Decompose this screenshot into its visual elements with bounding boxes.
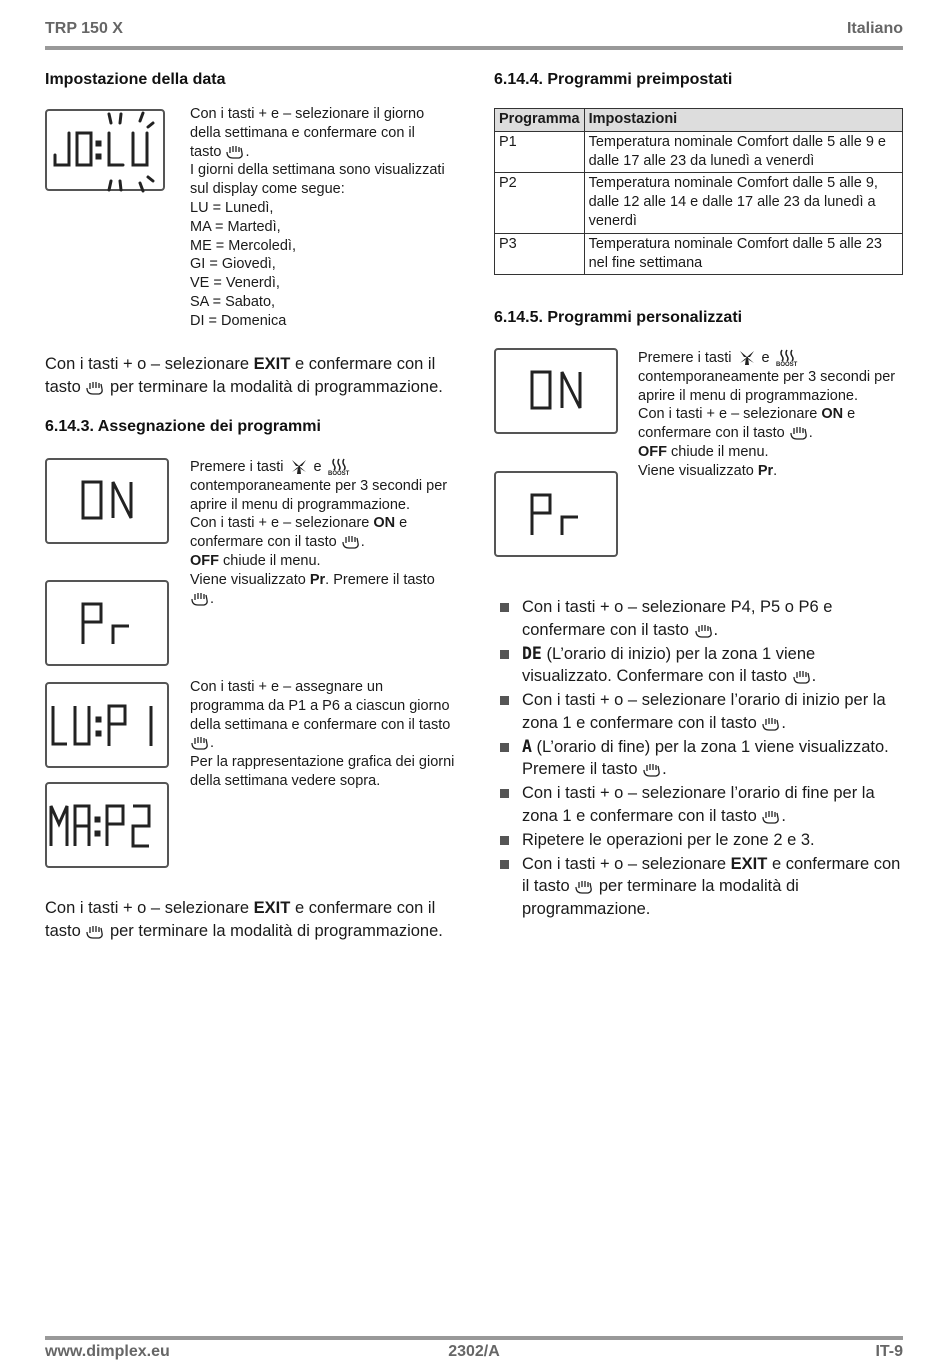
- assign2-b: Per la rappresentazione grafica dei giorni della settimana vedere sopra.: [190, 754, 455, 789]
- day-me: ME = Mercoledì,: [190, 237, 296, 254]
- website-link[interactable]: www.dimplex.eu: [45, 1343, 170, 1360]
- header-rule: [45, 46, 903, 50]
- col-programma: Programma: [495, 109, 585, 132]
- day-lu: LU = Lunedì,: [190, 199, 274, 216]
- lcd-custom-pr: [494, 471, 618, 557]
- custom-c: contemporaneamente per 3 secondi per aprire il menu di programmazione.: [638, 368, 896, 404]
- day-sa: SA = Sabato,: [190, 293, 276, 310]
- date-instructions: Con i tasti + e – selezionare il giorno della settimana e confermare con il tasto . I giorni della settimana sono visualizzati sul display come segue: LU = Lunedì, MA = Martedì, ME = Mercoledì, GI = Giovedì, VE = Venerdì, SA = Sabato, DI = Domenica: [190, 105, 450, 331]
- hand-confirm-icon: [85, 924, 105, 940]
- assign-c: contemporaneamente per 3 secondi per aprire il menu di programmazione.: [190, 477, 448, 513]
- product-name: TRP 150 X: [45, 20, 123, 37]
- assign-instructions: Premere i tasti e BOOST contemporaneamente per 3 secondi per aprire il menu di programmazione. Con i tasti + e – selezionare ON e confermare con il tasto . OFF chiude il menu. Viene visualizzato Pr. Premere il tasto .: [190, 459, 448, 607]
- custom-a: Premere i tasti: [638, 350, 732, 366]
- hand-confirm-icon: [190, 591, 210, 607]
- custom-h: .: [773, 462, 778, 479]
- row-p2-settings: Temperatura nominale Comfort dalle 5 alle 9, dalle 12 alle 14 e dalle 17 alle 23 da lunedì a venerdì: [584, 173, 902, 233]
- lcd-assign-ma-p2: [45, 782, 169, 868]
- list-item: Con i tasti + o – selezionare l’orario di inizio per la zona 1 e confermare con il tasto .: [494, 689, 904, 734]
- row-p2-program: P2: [495, 173, 585, 233]
- exit2-post: per terminare la modalità di programmazione.: [105, 921, 443, 940]
- day-ve: VE = Venerdì,: [190, 275, 280, 292]
- step6-text: Ripetere le operazioni per le zone 2 e 3.: [522, 830, 815, 849]
- step4-text: (L’orario di fine) per la zona 1 viene visualizzato. Premere il tasto: [522, 737, 889, 778]
- table-header-row: [495, 109, 903, 132]
- table-row: [495, 173, 903, 233]
- day-gi: GI = Giovedì,: [190, 256, 276, 273]
- step5-text: Con i tasti + o – selezionare l’orario di fine per la zona 1 e confermare con il tasto: [522, 784, 875, 825]
- bullet-square: [500, 836, 509, 845]
- custom-f: chiude il menu.: [667, 443, 769, 460]
- assign-pr: Pr: [309, 571, 326, 588]
- hand-confirm-icon: [761, 716, 781, 732]
- assign-a: Premere i tasti: [190, 459, 284, 475]
- row-p3-settings: Temperatura nominale Comfort dalle 5 alle 23 nel fine settimana: [584, 233, 902, 275]
- assign-e: e confermare con il tasto: [190, 515, 408, 551]
- table-row: [495, 233, 903, 275]
- preset-heading: 6.14.4. Programmi preimpostati: [494, 71, 733, 88]
- language-label: Italiano: [846, 20, 903, 37]
- row-p3-program: P3: [495, 233, 585, 275]
- bullet-square: [500, 860, 509, 869]
- step7-mid: e confermare con il tasto: [522, 854, 901, 895]
- row-p1-program: P1: [495, 131, 585, 173]
- step3-text: Con i tasti + o – selezionare l’orario di inizio per la zona 1 e confermare con il tasto: [522, 691, 886, 732]
- bullet-square: [500, 789, 509, 798]
- exit2-bold: EXIT: [253, 899, 291, 917]
- lcd-ma-p2-segments: [47, 784, 171, 870]
- assign-h: . Premere il tasto: [325, 571, 435, 588]
- lcd-lu-p1-segments: [47, 684, 171, 770]
- date-instr-2: I giorni della settimana sono visualizzati sul display come segue:: [190, 162, 445, 198]
- step7-post: per terminare la modalità di programmazione.: [522, 877, 799, 918]
- exit2-pre: Con i tasti + o – selezionare: [45, 899, 254, 917]
- assign-f: chiude il menu.: [219, 552, 321, 569]
- col-impostazioni: Impostazioni: [584, 109, 902, 132]
- hand-confirm-icon: [341, 534, 361, 550]
- lcd-custom-on: [494, 348, 618, 434]
- fan-icon: [288, 457, 310, 475]
- custom-pr: Pr: [757, 462, 774, 479]
- hand-confirm-icon: [85, 380, 105, 396]
- assign-heading: 6.14.3. Assegnazione dei programmi: [45, 418, 321, 435]
- hand-confirm-icon: [694, 623, 714, 639]
- lcd-assign-lu-p1: [45, 682, 169, 768]
- boost-icon: [774, 348, 800, 366]
- footer-rule: [45, 1336, 903, 1340]
- bullet-square: [500, 603, 509, 612]
- custom-on: ON: [821, 406, 844, 423]
- exit-instructions-1: [45, 353, 465, 398]
- date-instr-1: Con i tasti + e – selezionare il giorno della settimana e confermare con il tasto: [190, 106, 425, 160]
- assign-g: Viene visualizzato: [190, 571, 310, 588]
- step1-text: Con i tasti + o – selezionare P4, P5 o P6 e confermare con il tasto: [522, 598, 833, 639]
- hand-confirm-icon: [761, 809, 781, 825]
- hand-confirm-icon: [642, 762, 662, 778]
- assign-on: ON: [373, 515, 396, 532]
- hand-confirm-icon: [190, 735, 210, 751]
- row-p1-settings: Temperatura nominale Comfort dalle 5 alle 9 e dalle 17 alle 23 da lunedì a venerdì: [584, 131, 902, 173]
- lcd-on-segments: [496, 350, 620, 436]
- exit1-post: per terminare la modalità di programmazione.: [105, 377, 443, 396]
- lcd-pr-segments: [496, 473, 620, 559]
- lcd-assign-on: [45, 458, 169, 544]
- assign-d: Con i tasti + e – selezionare: [190, 515, 374, 532]
- hand-confirm-icon: [225, 144, 245, 160]
- preset-table: [494, 108, 903, 275]
- page-footer: [45, 1343, 903, 1363]
- bullet-square: [500, 650, 509, 659]
- boost-icon: [326, 457, 352, 475]
- assign2-a: Con i tasti + e – assegnare un programma da P1 a P6 a ciascun giorno della settimana e confermare con il tasto: [190, 679, 451, 733]
- custom-e: e confermare con il tasto: [638, 406, 856, 442]
- hand-confirm-icon: [574, 879, 594, 895]
- list-item: A (L’orario di fine) per la zona 1 viene visualizzato. Premere il tasto .: [494, 736, 904, 781]
- step7-bold: EXIT: [730, 854, 768, 873]
- list-item: [494, 853, 904, 921]
- end-time-lcd-symbol: A: [522, 736, 532, 756]
- page-number: IT-9: [875, 1343, 903, 1360]
- custom-steps-list: [494, 596, 904, 922]
- assign-b: e: [313, 459, 322, 475]
- exit1-pre: Con i tasti + o – selezionare: [45, 355, 254, 373]
- lcd-date: [45, 109, 165, 191]
- list-item: [494, 829, 904, 852]
- exit-instructions-2: [45, 897, 465, 942]
- svg-text:BOOST: BOOST: [327, 471, 349, 475]
- step2-text: (L’orario di inizio) per la zona 1 viene visualizzato. Confermare con il tasto: [522, 644, 816, 685]
- fan-icon: [736, 348, 758, 366]
- hand-confirm-icon: [789, 425, 809, 441]
- list-item: Con i tasti + o – selezionare P4, P5 o P6 e confermare con il tasto .: [494, 596, 904, 641]
- lcd-pr-segments: [47, 582, 171, 668]
- lcd-on-segments: [47, 460, 171, 546]
- start-time-lcd-symbol: DE: [522, 643, 542, 663]
- custom-g: Viene visualizzato: [638, 462, 758, 479]
- hand-confirm-icon: [792, 669, 812, 685]
- custom-off: OFF: [638, 443, 667, 460]
- exit2-mid: e confermare con il tasto: [45, 899, 436, 940]
- list-item: DE (L’orario di inizio) per la zona 1 viene visualizzato. Confermare con il tasto .: [494, 643, 904, 688]
- date-heading: Impostazione della data: [45, 71, 226, 88]
- day-ma: MA = Martedì,: [190, 218, 281, 235]
- svg-text:BOOST: BOOST: [775, 362, 797, 366]
- bullet-square: [500, 743, 509, 752]
- custom-instructions: Premere i tasti e BOOST contemporaneamente per 3 secondi per aprire il menu di programmazione. Con i tasti + e – selezionare ON e confermare con il tasto . OFF chiude il menu. Viene visualizzato Pr.: [638, 350, 896, 479]
- list-item: Con i tasti + o – selezionare l’orario di fine per la zona 1 e confermare con il tasto .: [494, 782, 904, 827]
- step7-pre: Con i tasti + o – selezionare: [522, 854, 731, 873]
- lcd-assign-pr: [45, 580, 169, 666]
- custom-heading: 6.14.5. Programmi personalizzati: [494, 309, 743, 326]
- document-revision: 2302/A: [448, 1343, 500, 1360]
- custom-b: e: [761, 350, 770, 366]
- lcd-date-segments: [47, 111, 167, 193]
- page-header: [45, 20, 903, 46]
- exit1-mid: e confermare con il tasto: [45, 355, 436, 396]
- assign-instructions-2: Con i tasti + e – assegnare un programma da P1 a P6 a ciascun giorno della settimana e confermare con il tasto . Per la rappresentazione grafica dei giorni della settimana vedere sopra.: [190, 679, 455, 789]
- day-di: DI = Domenica: [190, 312, 287, 329]
- exit1-bold: EXIT: [253, 355, 291, 373]
- bullet-square: [500, 696, 509, 705]
- custom-d: Con i tasti + e – selezionare: [638, 406, 822, 423]
- assign-off: OFF: [190, 552, 219, 569]
- table-row: [495, 131, 903, 173]
